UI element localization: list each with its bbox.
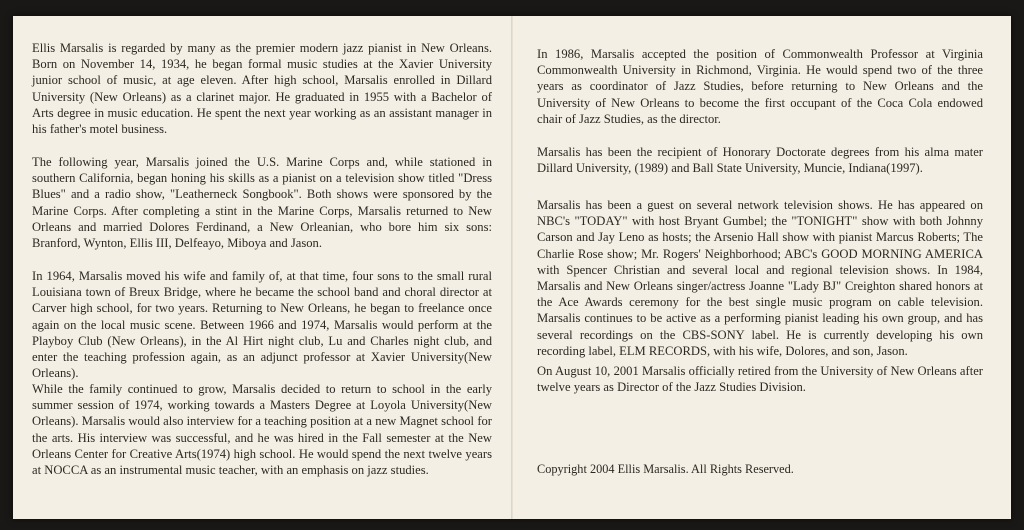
page-fold bbox=[511, 16, 513, 519]
cd-booklet bbox=[13, 16, 1011, 519]
bio-paragraph-marine-corps: The following year, Marsalis joined the U.S. Marine Corps and, while stationed in southern California, began honing his skills as a pianist on a television show titled "Dress Blues" and a radio show, "Leatherneck Songbook". Both shows were sponsored by the Marine Corps. After completing a stint in the Marine Corps, Marsalis returned to New Orleans and married Dolores Ferdinand, a New Orleanian, who bore him six sons: Branford, Wynton, Ellis III, Delfeayo, Miboya and Jason. bbox=[32, 155, 492, 251]
bio-paragraph-retirement: On August 10, 2001 Marsalis officially retired from the University of New Orleans after twelve years as Director of the Jazz Studies Division. bbox=[537, 364, 983, 395]
left-page bbox=[32, 16, 492, 519]
right-page bbox=[537, 16, 983, 519]
bio-paragraph-early-life: Ellis Marsalis is regarded by many as the premier modern jazz pianist in New Orleans. Born on November 14, 1934, he began formal music studies at the Xavier University junior school of music, at age eleven. After high school, Marsalis enrolled in Dillard University (New Orleans) as a clarinet major. He graduated in 1955 with a Bachelor of Arts degree in music education. He spent the next year working as an assistant manager in his father's motel business. bbox=[32, 41, 492, 137]
bio-paragraph-breux-bridge: In 1964, Marsalis moved his wife and family of, at that time, four sons to the small rural Louisiana town of Breux Bridge, where he became the school band and choral director at Carver high school, for two years. Returning to New Orleans, he began to freelance once again on the local music scene. Between 1966 and 1974, Marsalis would perform at the Playboy Club (New Orleans), in the Al Hirt night club, Lu and Charles night club, and enter the teaching profession again, as an adjunct professor at Xavier University(New Orleans). bbox=[32, 269, 492, 381]
bio-paragraph-virginia: In 1986, Marsalis accepted the position of Commonwealth Professor at Virginia Commonwealth University in Richmond, Virginia. He would spend two of the three years as coordinator of Jazz Studies, before returning to New Orleans and the University of New Orleans to become the first occupant of the Coca Cola endowed chair of Jazz Studies, as the director. bbox=[537, 47, 983, 126]
bio-paragraph-television: Marsalis has been a guest on several network television shows. He has appeared on NBC's "TODAY" with host Bryant Gumbel; the "TONIGHT" show with both Johnny Carson and Jay Leno as hosts; the Arsenio Hall show with pianist Marcus Roberts; The Charlie Rose show; Mr. Rogers' Neighborhood; ABC's GOOD MORNING AMERICA with Spencer Christian and several local and regional television shows. In 1984, Marsalis and New Orleans singer/actress Joanne "Lady BJ" Creighton shared honors at the Ace Awards ceremony for the best single music program on cable television. Marsalis continues to be active as a performing pianist leading his own group, and has several recordings on the CBS-SONY label. He is currently developing his own recording label, ELM RECORDS, with his wife, Dolores, and son, Jason. bbox=[537, 198, 983, 358]
bio-paragraph-nocca: While the family continued to grow, Marsalis decided to return to school in the early summer session of 1974, working towards a Masters Degree at Loyola University(New Orleans). Marsalis would also interview for a teaching position at a new Magnet school for the arts. His interview was successful, and he was hired in the Fall semester at the New Orleans Center for Creative Arts(1974) high school. He would spend the next twelve years at NOCCA as an instrumental music teacher, with an emphasis on jazz studies. bbox=[32, 382, 492, 478]
bio-paragraph-honorary-degrees: Marsalis has been the recipient of Honorary Doctorate degrees from his alma mater Dillard University, (1989) and Ball State University, Muncie, Indiana(1997). bbox=[537, 145, 983, 176]
copyright-notice: Copyright 2004 Ellis Marsalis. All Rights Reserved. bbox=[537, 462, 794, 476]
